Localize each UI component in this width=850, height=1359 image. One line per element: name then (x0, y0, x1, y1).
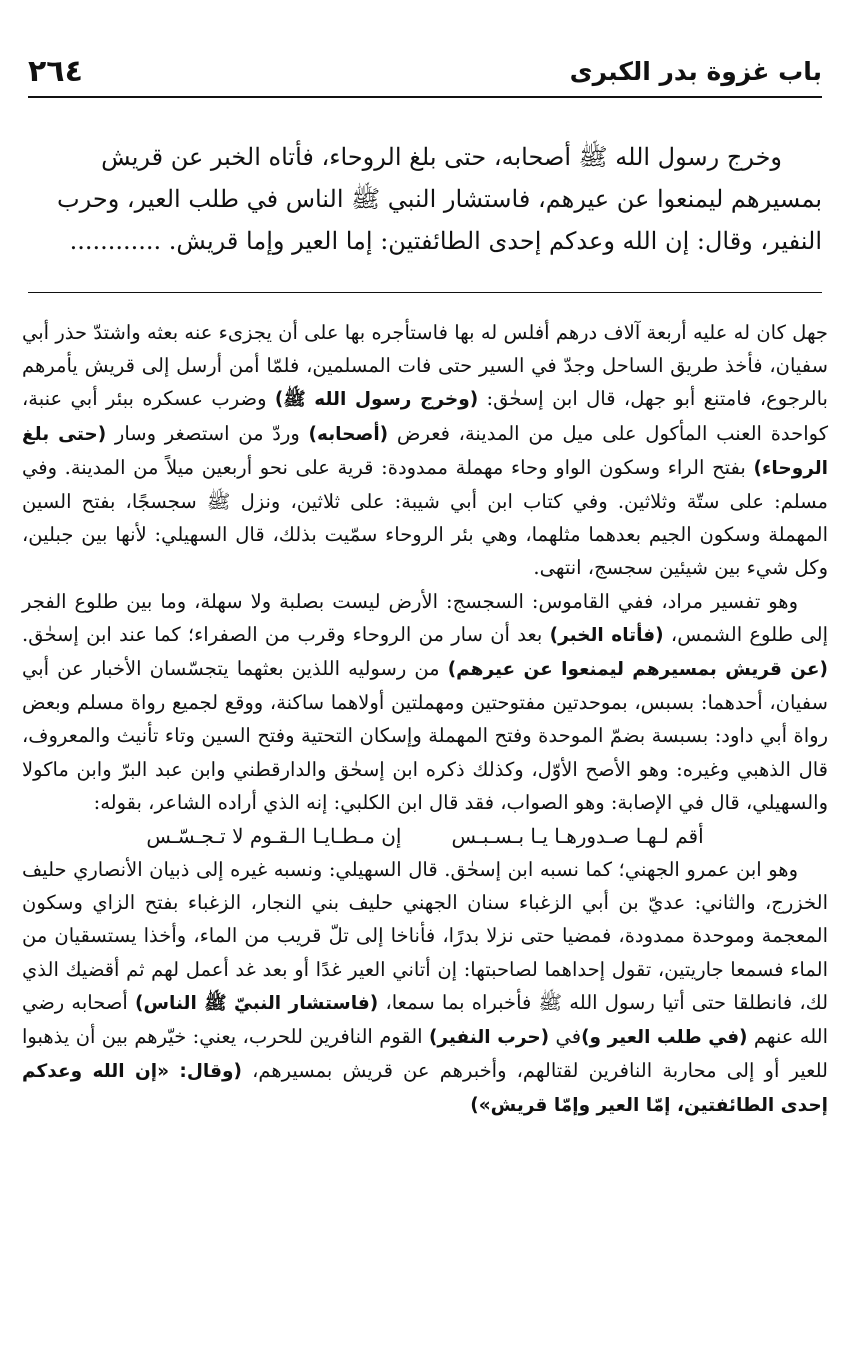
verse-first-hemistich: أقم لـهـا صـدورهـا يـا بـسـبـس (451, 824, 704, 849)
quoted-matn: (عن قريش بمسيرهم ليمنعوا عن عيرهم) (447, 659, 828, 681)
quoted-matn: (فأتاه الخبر) (549, 624, 664, 646)
main-text-line: وخرج رسول الله ﷺ أصحابه، حتى بلغ الروحاء، فأتاه الخبر عن قريش (101, 143, 782, 171)
main-text-line: النفير، وقال: إن الله وعدكم إحدى الطائفتين: إما العير وإما قريش. ............ (69, 227, 822, 255)
quoted-matn: (فاستشار النبيّ ﷺ الناس) (135, 992, 379, 1014)
page-header (28, 46, 822, 98)
commentary-paragraph: وهو تفسير مراد، ففي القاموس: السجسج: الأرض ليست بصلبة ولا سهلة، وما بين طلوع الفجر إلى طلوع الشمس، (فأتاه الخبر) بعد أن سار من الروحاء وقرب من الصفراء؛ كما عند ابن إسحٰق. (عن قريش بمسيرهم ليمنعوا عن عيرهم) من رسوليه اللذين بعثهما يتجسّسان الأخبار عن أبي سفيان، أحدهما: بسبس، بموحدتين مفتوحتين ومهملتين أولاهما ساكنة، ووقع لجميع رواة مسلم وبعض رواة أبي داود: بسبسة بضمّ الموحدة وفتح المهملة وإسكان التحتية وفتح السين وتاء تأنيث والمعروف، قال الذهبي وغيره: وهو الأصح الأوّل، وكذلك ذكره ابن إسحٰق والدارقطني وابن عبد البرّ وابن ماكولا والسهيلي، قال في الإصابة: وهو الصواب، فقد قال ابن الكلبي: إنه الذي أراده الشاعر، بقوله: (22, 589, 829, 814)
commentary-text (22, 316, 828, 1123)
quoted-matn: (في طلب العير و) (581, 1027, 748, 1049)
quoted-matn: (حتى بلغ الروحاء) (22, 423, 828, 479)
page-number: ٢٦٤ (28, 53, 83, 89)
verse-second-hemistich: إن مـطـايـا الـقـوم لا تـجـسّـس (146, 824, 402, 849)
main-hadith-text (28, 136, 822, 262)
commentary-paragraph: جهل كان له عليه أربعة آلاف درهم أفلس له بها فاستأجره بها على أن يجزىء عنه بعثه واشتدّ حذر أبي سفيان، فأخذ طريق الساحل وجدّ في السير حتى فات المسلمين، فلمّا أمن أرسل إلى قريش يأمرهم بالرجوع، فامتنع أبو جهل، قال ابن إسحٰق: (وخرج رسول الله ﷺ) وضرب عسكره ببئر أبي عنبة، كواحدة العنب المأكول على ميل من المدينة، فعرض (أصحابه) وردّ من استصغر وسار (حتى بلغ الروحاء) بفتح الراء وسكون الواو وحاء مهملة ممدودة: قرية على نحو أربعين ميلاً من المدينة. وفي مسلم: على ستّة وثلاثين. وفي كتاب ابن أبي شيبة: على ثلاثين، ونزل ﷺ سجسجًا، بفتح السين المهملة وسكون الجيم بعدهما مثلهما، وهي بئر الروحاء سمّيت بذلك، قال السهيلي: لأنها بين جبلين، وكل شيء بين شيئين سجسج، انتهى. (22, 321, 828, 580)
separator-rule (28, 292, 822, 293)
quoted-matn: (حرب النفير) (428, 1027, 550, 1049)
commentary-paragraph: وهو ابن عمرو الجهني؛ كما نسبه ابن إسحٰق. قال السهيلي: ونسبه غيره إلى ذبيان الأنصاري حليف الخزرج، والثاني: عديّ بن أبي الزغباء سنان الجهني حليف بني النجار، الزغباء بفتح الزاي وسكون المعجمة وموحدة ممدودة، فمضيا حتى نزلا بدرًا، فأناخا إلى تلّ قريب من الماء، وأخذا يستسقيان من الماء فسمعا جاريتين، تقول إحداهما لصاحبتها: إن أتاني العير غدًا أو بعد غد أعمل لهم ثم أقضيك الذي لك، فانطلقا حتى أتيا رسول الله ﷺ فأخبراه بما سمعا، (فاستشار النبيّ ﷺ الناس) أصحابه رضي الله عنهم (في طلب العير و)في (حرب النفير) القوم النافرين للحرب، يعني: خيّرهم بين أن يذهبوا للعير أو إلى محاربة النافرين لقتالهم، وأخبرهم عن قريش بمسيرهم، (وقال: «إن الله وعدكم إحدى الطائفتين، إمّا العير وإمّا قريش») (22, 858, 829, 1117)
main-text-line: بمسيرهم ليمنعوا عن عيرهم، فاستشار النبي ﷺ الناس في طلب العير، وحرب (57, 185, 822, 213)
poetry-verse (22, 819, 828, 853)
quoted-matn: (أصحابه) (308, 423, 389, 445)
quoted-matn: (وخرج رسول الله ﷺ) (274, 389, 479, 411)
quoted-matn: (وقال: «إن الله وعدكم إحدى الطائفتين، إمّا العير وإمّا قريش») (22, 1061, 828, 1117)
running-title: باب غزوة بدر الكبرى (569, 56, 822, 86)
